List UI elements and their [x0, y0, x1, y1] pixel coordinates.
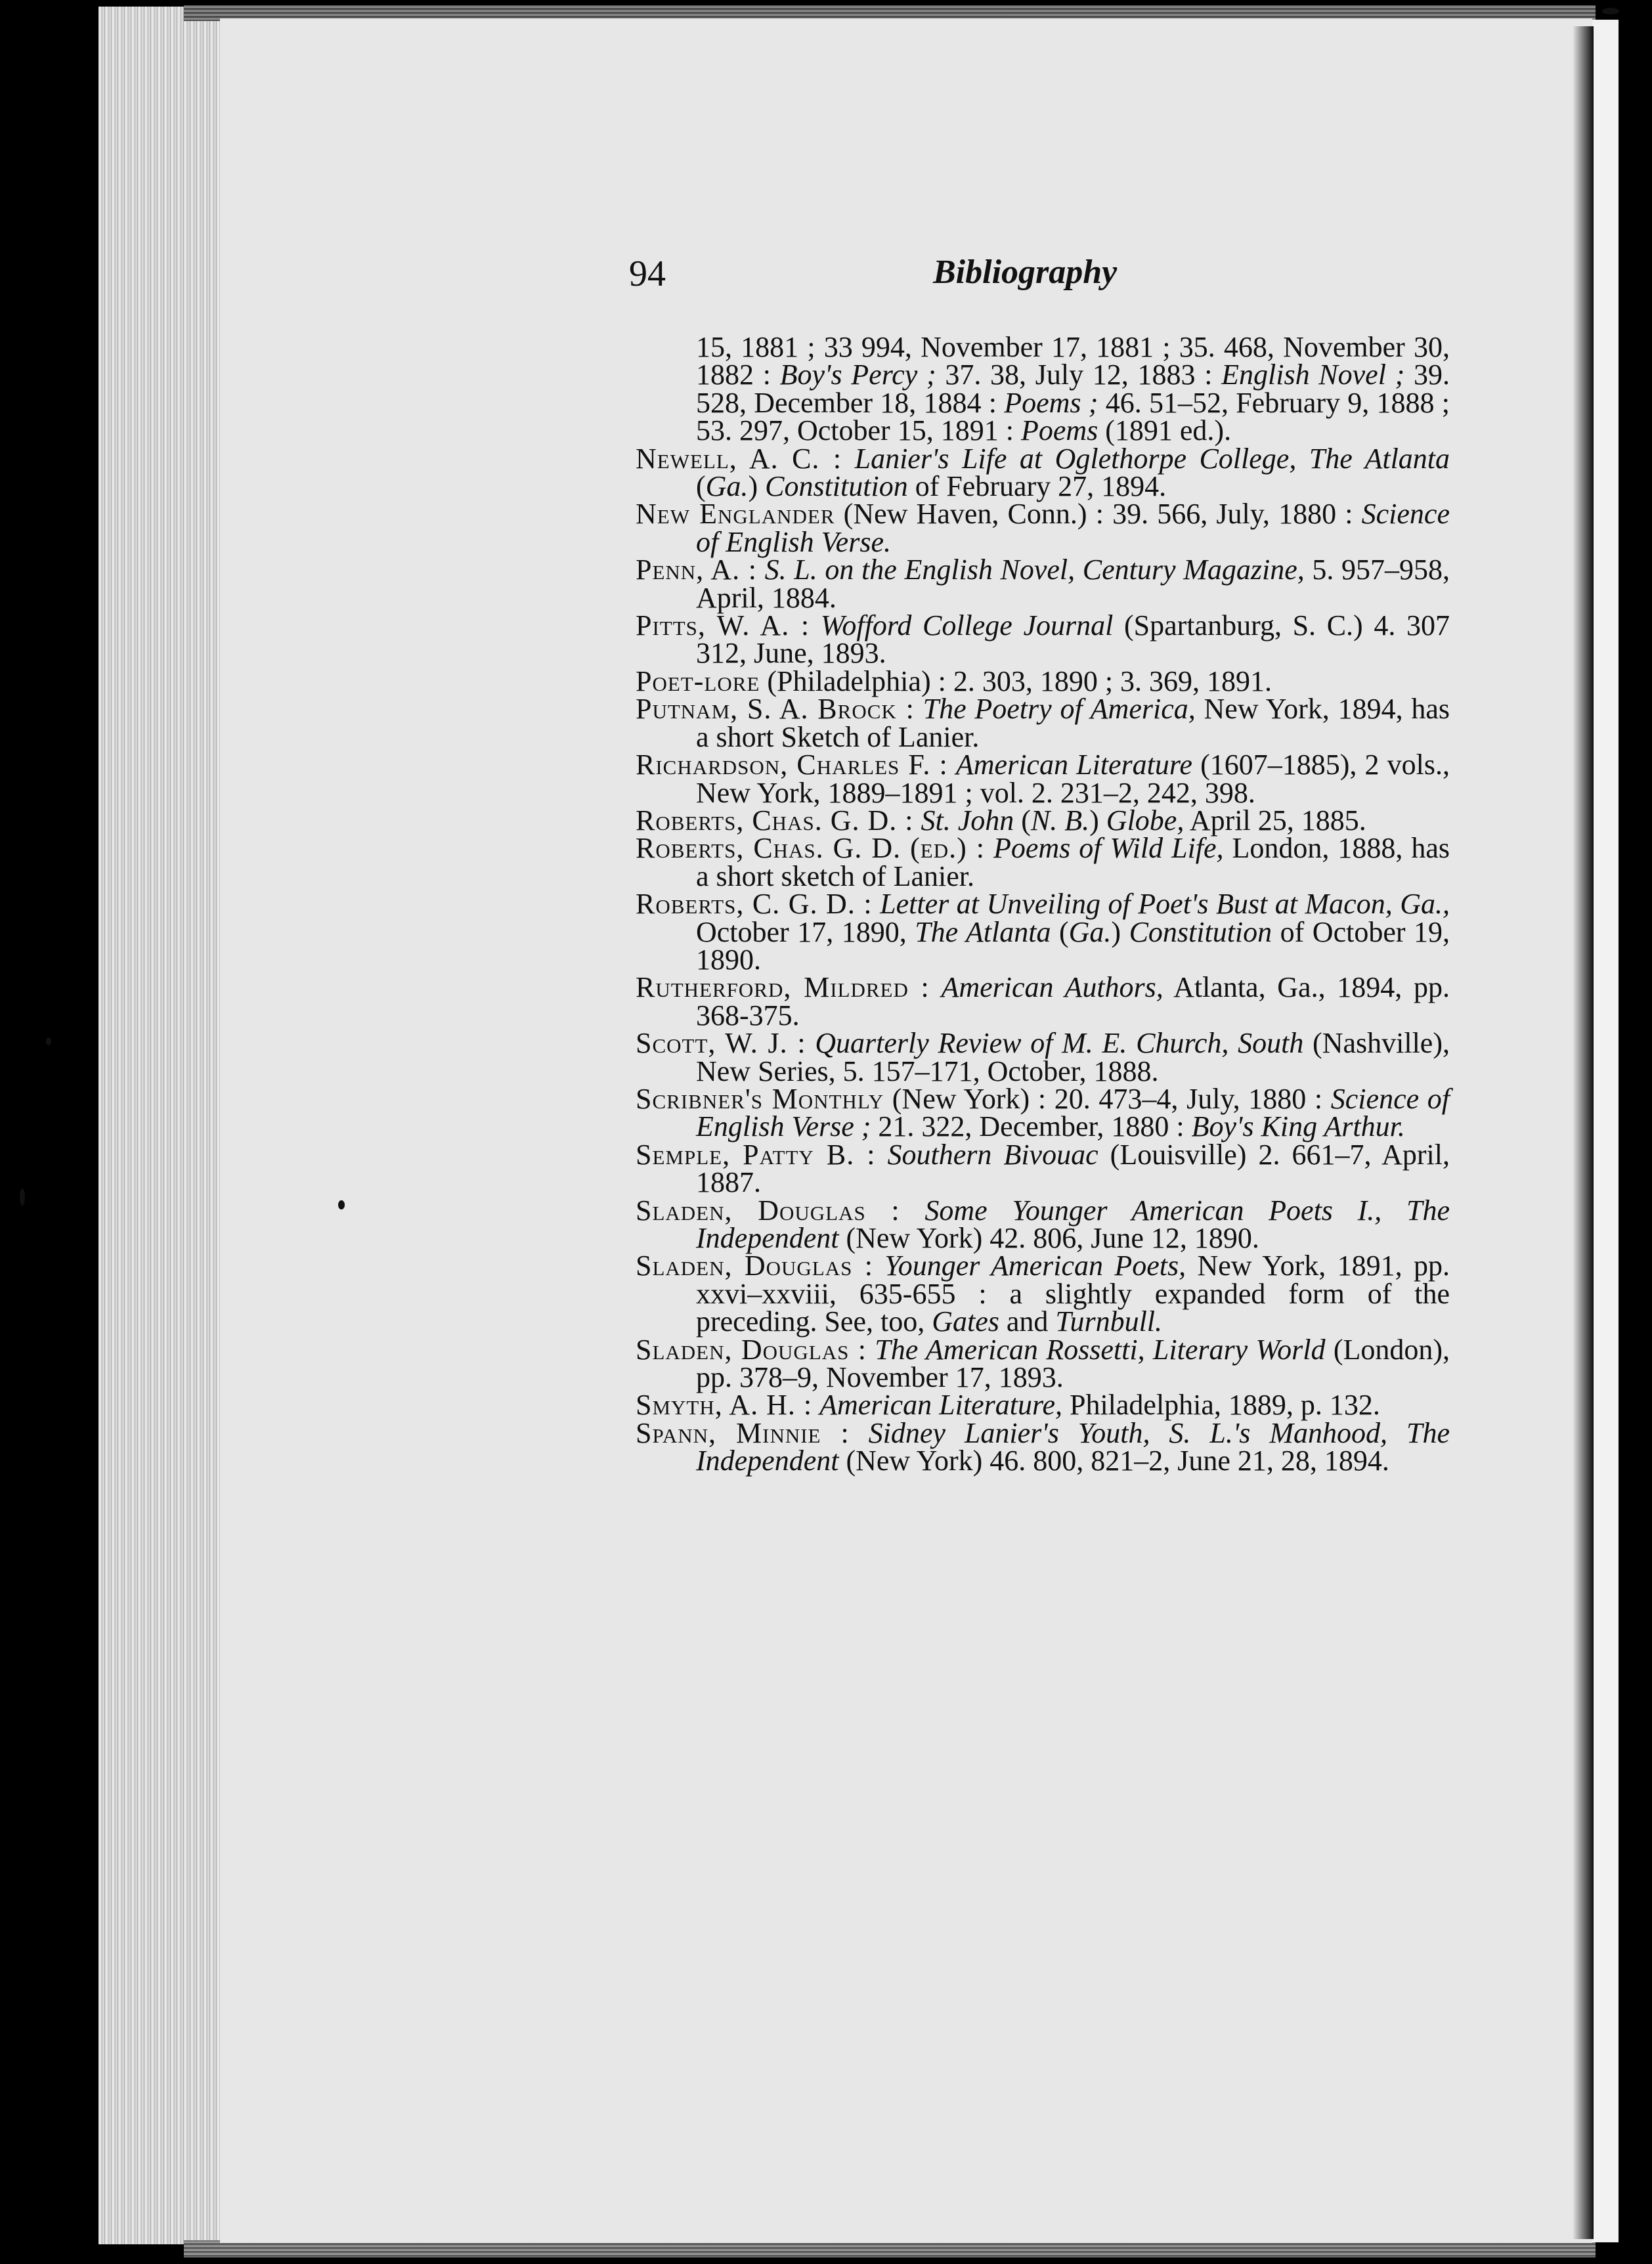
entry-text: (Spartanburg, S. C.) 4. 307 312, June, 1893. [696, 609, 1450, 670]
entry-text: ) [748, 470, 766, 503]
bibliography-entry [636, 664, 1450, 697]
entry-title: Ga. [705, 470, 749, 503]
bibliography-entry [636, 442, 1450, 503]
bibliography-entry [636, 556, 1450, 612]
entry-author: Roberts, C. G. D. : [636, 888, 873, 921]
entry-title: The Poetry of America, [923, 693, 1196, 726]
bibliography-entry [636, 832, 1450, 892]
entry-author: Scott, W. J. : [636, 1027, 806, 1060]
entry-title: Globe, [1106, 804, 1185, 837]
entry-title: Constitution [765, 470, 908, 503]
bibliography-entry [636, 1138, 1450, 1199]
entry-title: American Literature, [819, 1389, 1062, 1422]
scan-speck [46, 1037, 51, 1045]
facing-page-strip [1592, 20, 1619, 2242]
entry-title: Gates [932, 1305, 999, 1338]
entry-author: New Englander [636, 498, 835, 531]
entry-author: Penn, A. : [636, 554, 758, 586]
entry-title: Southern Bivouac [887, 1138, 1098, 1171]
entry-title: The American Rossetti, Literary World [875, 1333, 1326, 1366]
entry-title: Lanier's Life at Oglethorpe College, The Atlanta [854, 442, 1450, 475]
bibliography-entry [636, 804, 1450, 837]
entry-author: Scribner's Monthly [636, 1082, 884, 1115]
bibliography-entry [636, 1416, 1450, 1477]
entry-title: Sidney Lanier's Youth, S. L.'s Manhood, The Independent [696, 1416, 1450, 1477]
scan-speck [338, 1200, 345, 1209]
entry-author: Sladen, Douglas : [636, 1194, 900, 1227]
entry-title: Poems of Wild Life, [993, 832, 1224, 865]
entry-text: October 17, 1890, [696, 915, 915, 948]
gutter-shadow [1573, 26, 1594, 2239]
entry-title: Constitution [1129, 915, 1272, 948]
bibliography-entry [636, 609, 1450, 670]
bibliography-entry-continued [636, 331, 1450, 447]
entry-author: Rutherford, Mildred : [636, 971, 930, 1004]
entry-title: English Novel ; [1221, 359, 1405, 391]
entry-text: 46. 51–52, February 9, 1888 ; 53. 297, October 15, 1891 : [696, 386, 1450, 447]
entry-author: Roberts, Chas. G. D. : [636, 804, 914, 837]
entry-author: Richardson, Charles F. : [636, 749, 948, 781]
bibliography-entry [636, 1082, 1450, 1143]
entry-text: 37. 38, July 12, 1883 : [936, 359, 1222, 391]
entry-text: Philadelphia, 1889, p. 132. [1062, 1389, 1380, 1422]
running-head: Bibliography [933, 253, 1118, 291]
bibliography-entry [636, 500, 1450, 556]
entry-text: of February 27, 1894. [907, 470, 1167, 503]
entry-title: Ga. [1068, 915, 1112, 948]
entry-author: Poet-lore [636, 664, 760, 697]
entry-author: Putnam, S. A. Brock : [636, 693, 915, 726]
entry-title: Science of English Verse. [696, 498, 1450, 558]
entry-text: 21. 322, December, 1880 : [871, 1110, 1192, 1143]
bibliography-entry [636, 890, 1450, 974]
entry-text: ) [1111, 915, 1129, 948]
entry-text: (New York) : 20. 473–4, July, 1880 : [884, 1082, 1331, 1115]
page-number: 94 [629, 253, 666, 294]
entry-title: American Authors, [941, 971, 1163, 1004]
entry-text: ( [696, 470, 706, 503]
entry-author: Semple, Patty B. : [636, 1138, 876, 1171]
entry-title: Turnbull. [1055, 1305, 1163, 1338]
entry-text: of October 19, 1890. [696, 915, 1450, 976]
entry-text: ( [1014, 804, 1031, 837]
entry-text: New York, 1891, pp. xxvi–xxviii, 635-655 : a slightly expanded form of the preceding. See, too, [696, 1250, 1450, 1338]
entry-text: (1891 ed.). [1098, 414, 1232, 447]
entry-text: (Philadelphia) : 2. 303, 1890 ; 3. 369, 1891. [760, 664, 1272, 697]
entry-title: Letter at Unveiling of Poet's Bust at Macon, Ga., [880, 888, 1450, 921]
entry-text: ( [1051, 915, 1069, 948]
entry-title: Some Younger American Poets I., The Independent [696, 1194, 1450, 1254]
book-page-edges-left [98, 7, 223, 2244]
entry-title: St. John [921, 804, 1014, 837]
bibliography-entry [636, 1194, 1450, 1254]
entry-title: Boy's Percy ; [779, 359, 936, 391]
scan-speck [1602, 8, 1619, 14]
entry-text: (Nashville), New Series, 5. 157–171, October, 1888. [696, 1027, 1450, 1087]
entry-author: Newell, A. C. : [636, 442, 842, 475]
entry-author: Roberts, Chas. G. D. (ed.) : [636, 832, 985, 865]
bibliography-list [636, 331, 1450, 1477]
entry-text: New York, 1894, has a short Sketch of Lanier. [696, 693, 1450, 753]
bibliography-entry [636, 1389, 1450, 1422]
bibliography-entry [636, 695, 1450, 751]
bibliography-entry [636, 751, 1450, 807]
entry-text: (Louisville) 2. 661–7, April, 1887. [696, 1138, 1450, 1199]
bibliography-entry [636, 1027, 1450, 1087]
entry-author: Pitts, W. A. : [636, 609, 810, 642]
page-header [629, 253, 1154, 299]
entry-title: Boy's King Arthur. [1191, 1110, 1405, 1143]
entry-text: (1607–1885), 2 vols., New York, 1889–1891 ; vol. 2. 231–2, 242, 398. [696, 749, 1450, 809]
entry-text: 15, 1881 ; 33 994, November 17, 1881 ; 35. 468, November 30, 1882 : [696, 331, 1450, 391]
bibliography-entry [636, 1252, 1450, 1336]
entry-title: Younger American Poets, [884, 1250, 1186, 1282]
entry-text: (New York) 42. 806, June 12, 1890. [838, 1222, 1259, 1254]
entry-text: London, 1888, has a short sketch of Lanier. [696, 832, 1450, 892]
entry-text: ) [1089, 804, 1106, 837]
entry-title: Wofford College Journal [820, 609, 1114, 642]
entry-title: American Literature [955, 749, 1192, 781]
entry-text: (New Haven, Conn.) : 39. 566, July, 1880 : [835, 498, 1362, 531]
bibliography-entry [636, 1333, 1450, 1394]
entry-title: Poems ; [1004, 386, 1098, 419]
entry-title: Poems [1020, 414, 1098, 447]
entry-title: The Atlanta [915, 915, 1051, 948]
bibliography-entry [636, 971, 1450, 1032]
entry-title: Science of English Verse ; [696, 1082, 1450, 1143]
entry-text: Atlanta, Ga., 1894, pp. 368-375. [696, 971, 1450, 1032]
entry-text [985, 832, 993, 864]
entry-title: N. B. [1030, 804, 1090, 837]
entry-title: Quarterly Review of M. E. Church, South [815, 1027, 1304, 1060]
entry-text: April 25, 1885. [1184, 804, 1366, 837]
entry-text: (New York) 46. 800, 821–2, June 21, 28, 1894. [838, 1445, 1389, 1477]
entry-text: 5. 957–958, April, 1884. [696, 554, 1450, 614]
entry-text [875, 1139, 887, 1171]
entry-text [930, 971, 942, 1003]
entry-author: Spann, Minnie : [636, 1416, 850, 1449]
entry-author: Smyth, A. H. : [636, 1389, 813, 1422]
entry-text: 39. 528, December 18, 1884 : [696, 359, 1450, 419]
entry-title: S. L. on the English Novel, Century Magazine, [764, 554, 1305, 586]
entry-author: Sladen, Douglas : [636, 1250, 873, 1282]
entry-text: and [999, 1305, 1056, 1338]
entry-author: Sladen, Douglas : [636, 1333, 867, 1366]
scan-speck [20, 1188, 25, 1206]
entry-text: (London), pp. 378–9, November 17, 1893. [696, 1333, 1450, 1394]
